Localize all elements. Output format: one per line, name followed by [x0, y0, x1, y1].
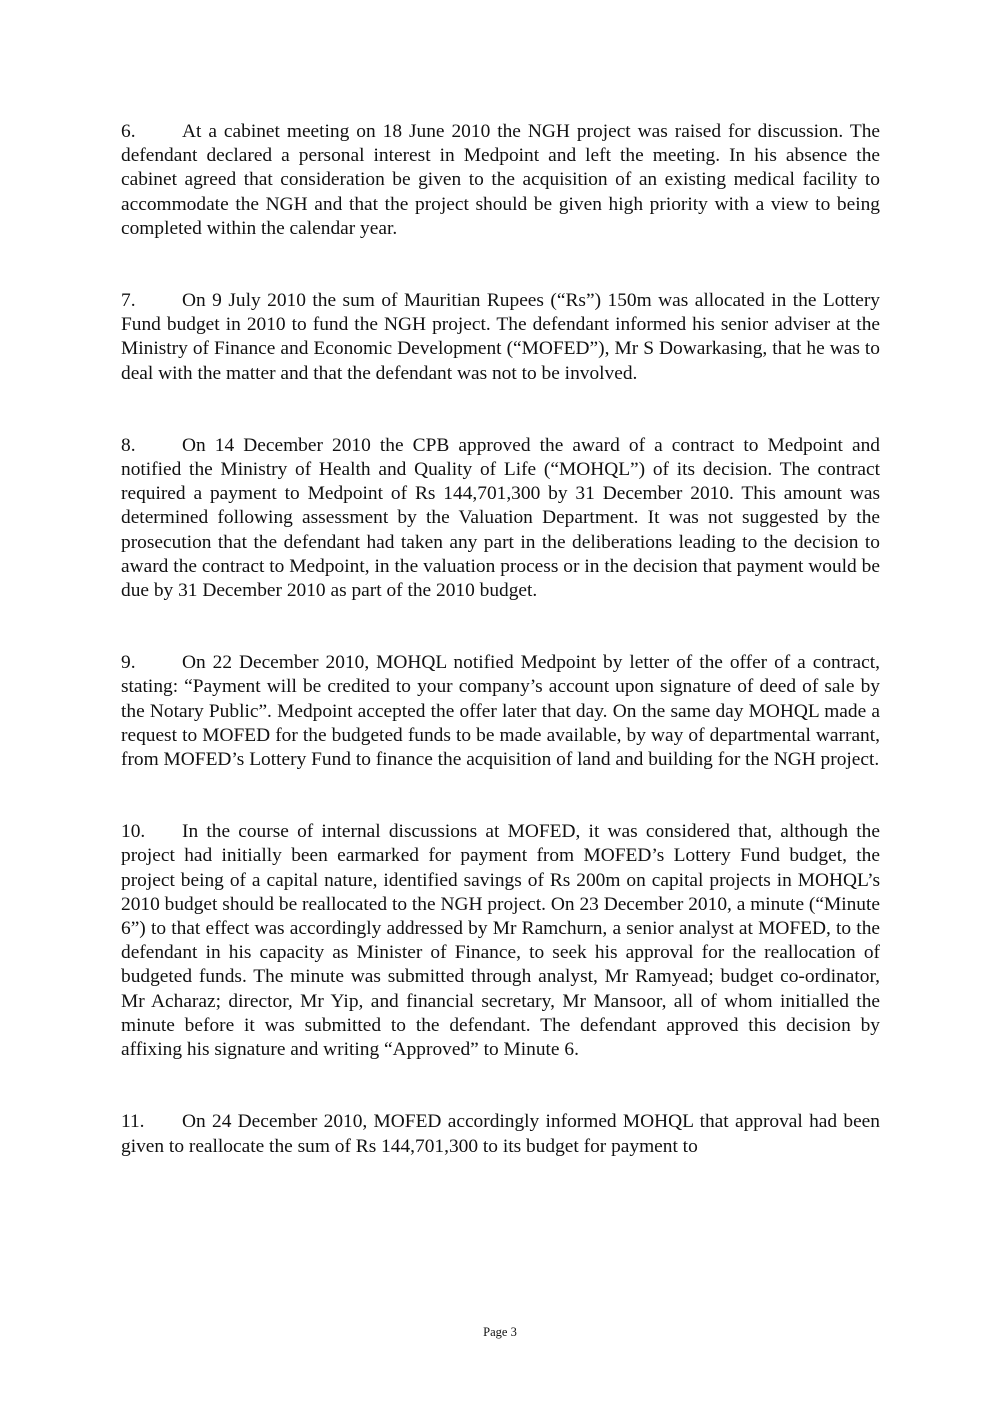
paragraph-number: 11. — [121, 1111, 145, 1133]
paragraph-text: At a cabinet meeting on 18 June 2010 the NGH project was raised for discussion. The defendant declared a personal interest in Medpoint and left the meeting. In his absence the cabinet agreed that consideration be given to the acquisition of an existing medical facility to accommodate the NGH and that the project should be given high priority with a view to being completed within the calendar year. — [121, 121, 880, 239]
paragraph-number: 8. — [121, 434, 136, 456]
paragraph-11 — [121, 1110, 880, 1158]
paragraph-7 — [121, 289, 880, 386]
paragraph-text: In the course of internal discussions at MOFED, it was considered that, although the project had initially been earmarked for payment from MOFED’s Lottery Fund budget, the project being of a capital nature, identified savings of Rs 200m on capital projects in MOHQL’s 2010 budget should be reallocated to the NGH project. On 23 December 2010, a minute (“Minute 6”) to that effect was accordingly addressed by Mr Ramchurn, a senior analyst at MOFED, to the defendant in his capacity as Minister of Finance, to seek his approval for the reallocation of budgeted funds. The minute was submitted through analyst, Mr Ramyead; budget co-ordinator, Mr Acharaz; director, Mr Yip, and financial secretary, Mr Mansoor, all of whom initialled the minute before it was submitted to the defendant. The defendant approved this decision by affixing his signature and writing “Approved” to Minute 6. — [121, 821, 880, 1061]
paragraph-text: On 24 December 2010, MOFED accordingly informed MOHQL that approval had been given to reallocate the sum of Rs 144,701,300 to its budget for payment to — [121, 1111, 880, 1157]
paragraph-text: On 9 July 2010 the sum of Mauritian Rupees (“Rs”) 150m was allocated in the Lottery Fund budget in 2010 to fund the NGH project. The defendant informed his senior adviser at the Ministry of Finance and Economic Development (“MOFED”), Mr S Dowarkasing, that he was to deal with the matter and that the defendant was not to be involved. — [121, 290, 880, 384]
paragraph-10 — [121, 820, 880, 1062]
paragraph-number: 9. — [121, 652, 136, 674]
paragraph-number: 10. — [121, 821, 146, 843]
page-number: Page 3 — [483, 1325, 517, 1339]
paragraph-number: 7. — [121, 290, 136, 312]
paragraph-9 — [121, 651, 880, 772]
paragraph-text: On 22 December 2010, MOHQL notified Medpoint by letter of the offer of a contract, stating: “Payment will be credited to your company’s account upon signature of deed of sale by the Notary Public”. Medpoint accepted the offer later that day. On the same day MOHQL made a request to MOFED for the budgeted funds to be made available, by way of departmental warrant, from MOFED’s Lottery Fund to finance the acquisition of land and building for the NGH project. — [121, 652, 880, 771]
paragraph-text: On 14 December 2010 the CPB approved the award of a contract to Medpoint and notified the Ministry of Health and Quality of Life (“MOHQL”) of its decision. The contract required a payment to Medpoint of Rs 144,701,300 by 31 December 2010. This amount was determined following assessment by the Valuation Department. It was not suggested by the prosecution that the defendant had taken any part in the deliberations leading to the decision to award the contract to Medpoint, in the valuation process or in the decision that payment would be due by 31 December 2010 as part of the 2010 budget. — [121, 434, 880, 602]
document-body — [121, 120, 880, 1159]
paragraph-number: 6. — [121, 121, 136, 142]
paragraph-6 — [121, 120, 880, 241]
paragraph-8 — [121, 434, 880, 603]
